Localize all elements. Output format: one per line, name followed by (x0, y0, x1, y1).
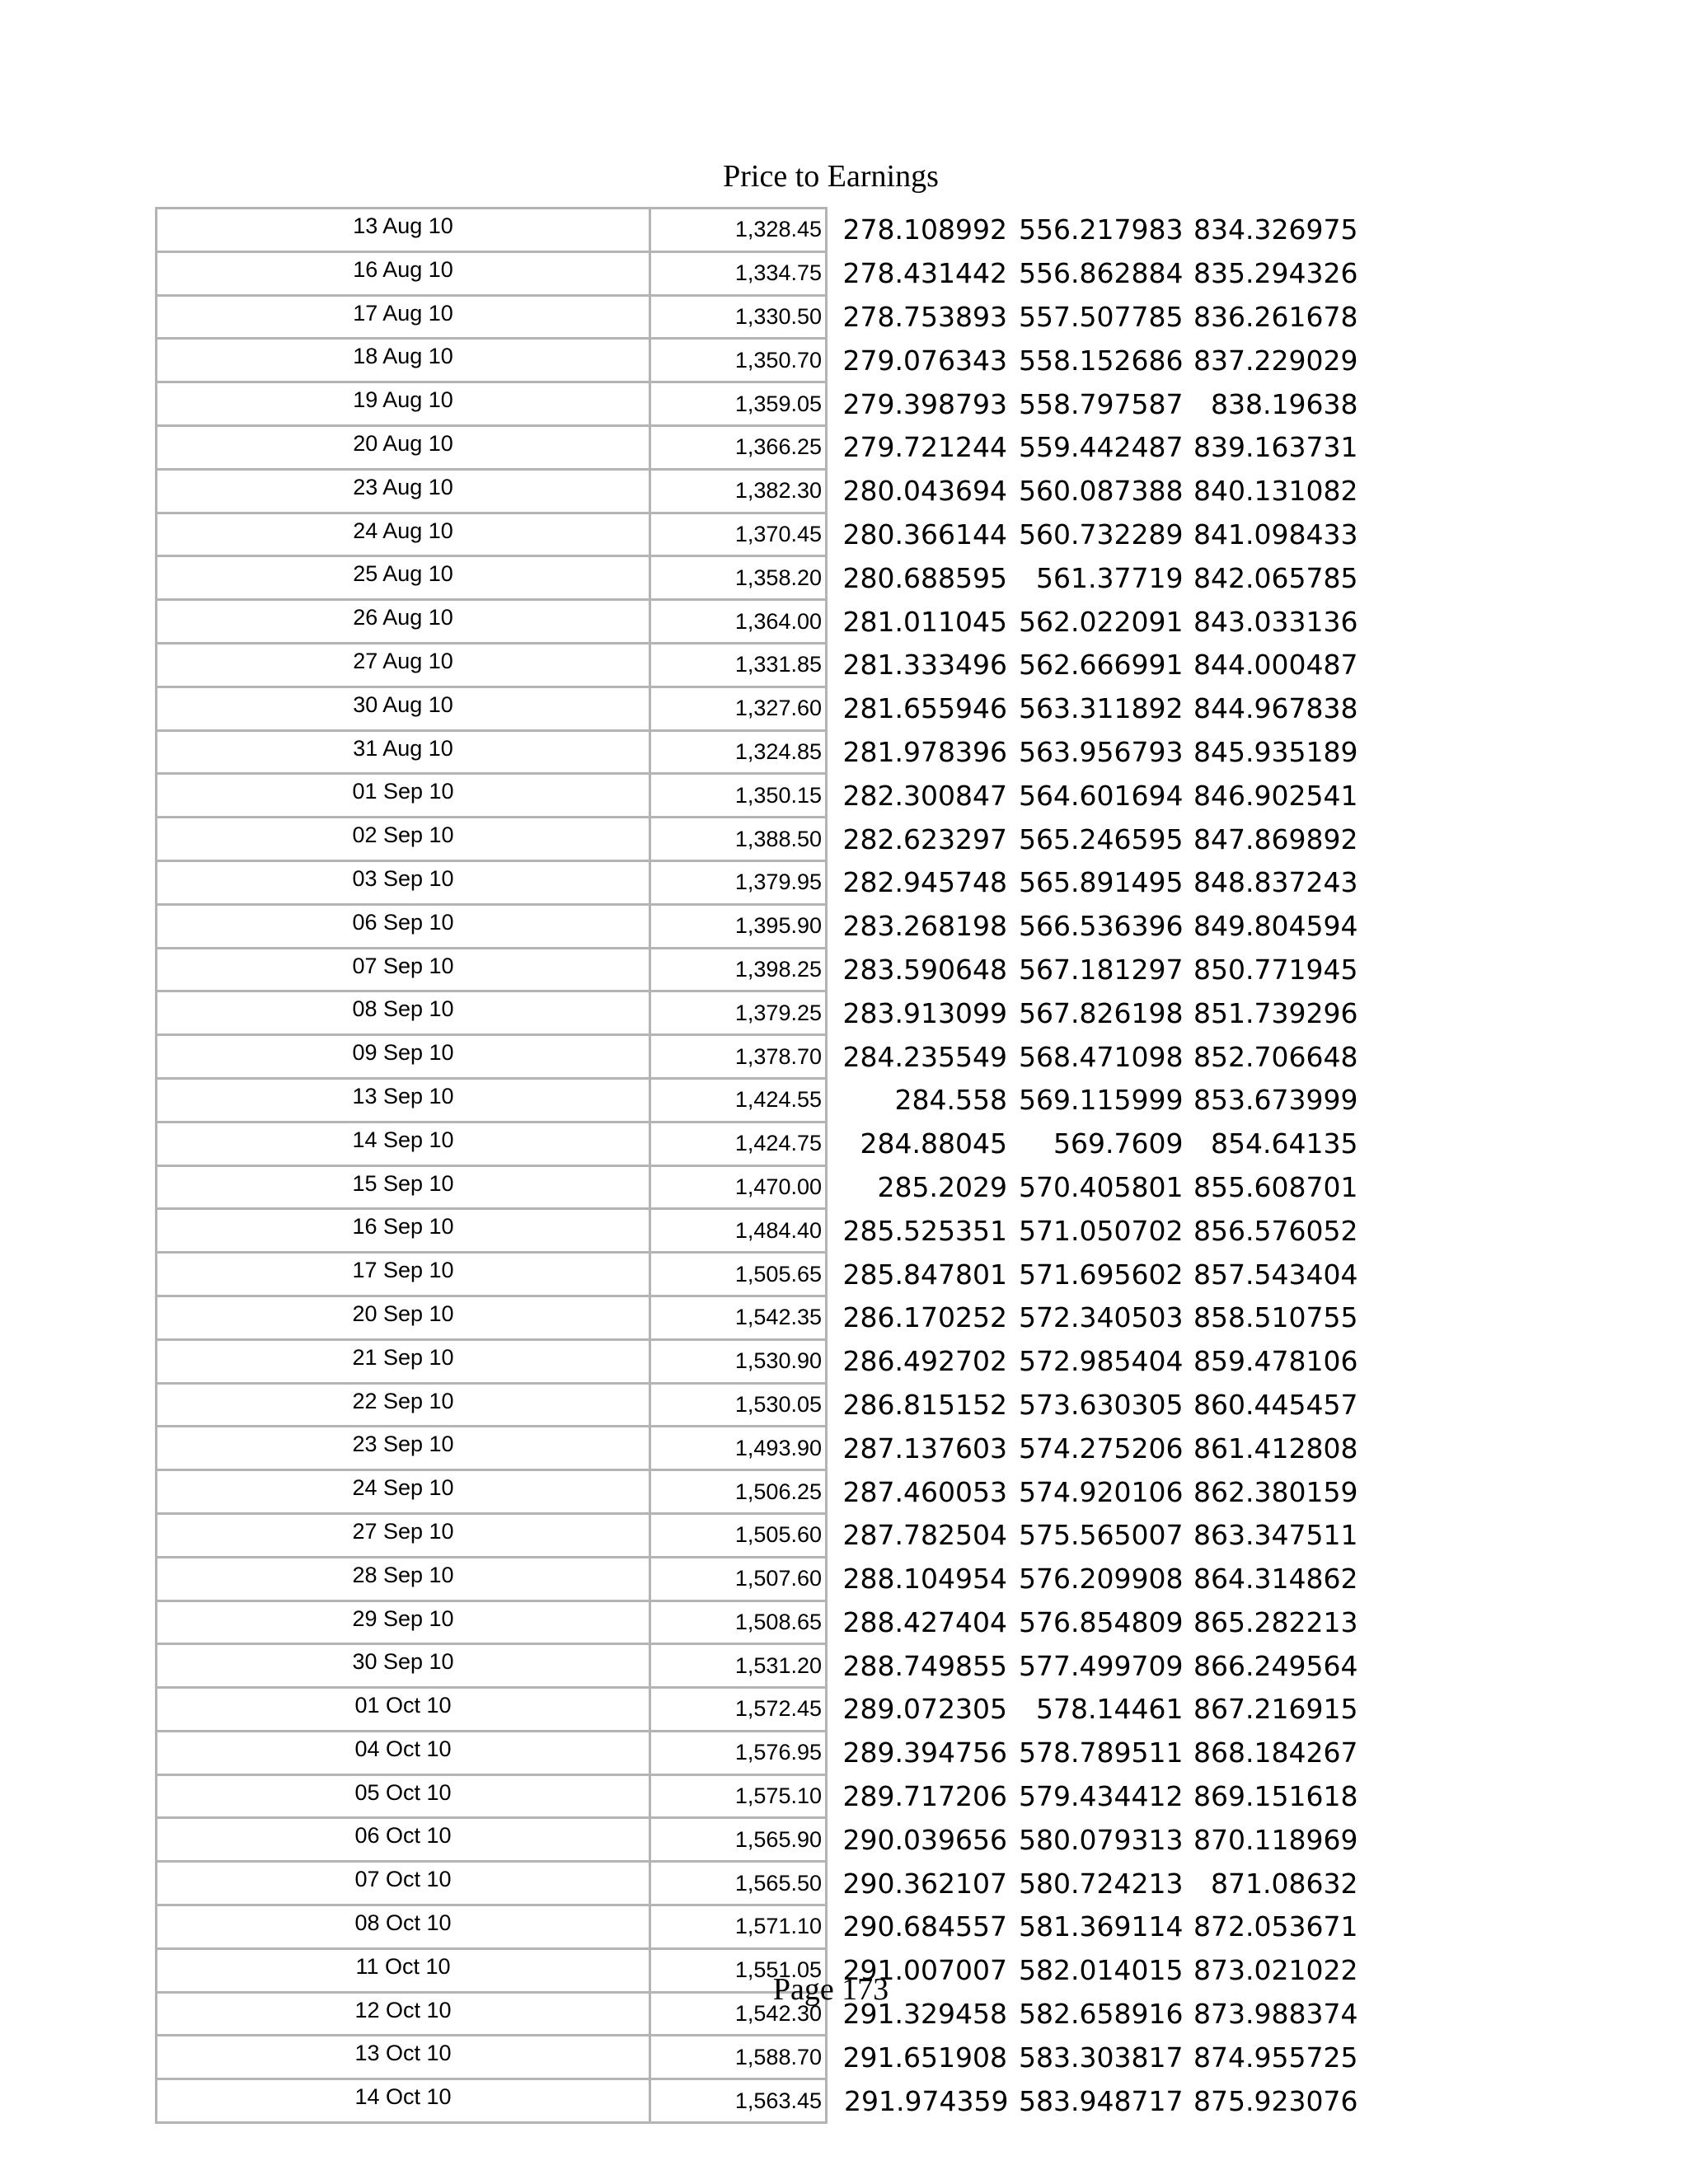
value-cell-3: 857.543404 (1193, 1258, 1358, 1291)
date-cell: 05 Oct 10 (157, 1774, 650, 1818)
value-cell-1: 286.170252 (842, 1301, 1007, 1334)
value-cell-3: 847.869892 (1193, 823, 1358, 855)
value-cell-1: 284.235549 (842, 1040, 1007, 1073)
value-cell-2: 557.507785 (1019, 300, 1184, 333)
close-cell: 1,424.55 (650, 1078, 827, 1122)
value-cell-3: 871.08632 (1211, 1867, 1358, 1900)
value-cell-1: 285.2029 (877, 1170, 1007, 1203)
date-cell: 13 Sep 10 (157, 1078, 650, 1122)
value-cell-2: 572.985404 (1019, 1345, 1184, 1378)
close-cell: 1,334.75 (650, 251, 827, 295)
date-cell: 20 Aug 10 (157, 425, 650, 469)
close-cell: 1,388.50 (650, 818, 827, 861)
value-cell-1: 290.039656 (842, 1823, 1007, 1856)
value-cell-1: 289.072305 (842, 1693, 1007, 1726)
value-cell-2: 569.115999 (1019, 1084, 1184, 1117)
date-cell: 28 Sep 10 (157, 1557, 650, 1601)
close-cell: 1,551.05 (650, 1948, 827, 1992)
date-cell: 19 Aug 10 (157, 382, 650, 426)
date-cell: 20 Sep 10 (157, 1296, 650, 1339)
value-cell-2: 563.956793 (1019, 735, 1184, 768)
table-row (157, 643, 1358, 687)
close-cell: 1,576.95 (650, 1731, 827, 1774)
date-cell: 22 Sep 10 (157, 1383, 650, 1427)
value-cell-2: 581.369114 (1019, 1910, 1184, 1943)
value-cell-3: 838.19638 (1211, 387, 1358, 420)
value-cell-1: 284.558 (894, 1084, 1007, 1117)
table-row (157, 948, 1358, 991)
value-cell-2: 568.471098 (1019, 1040, 1184, 1073)
value-cell-2: 560.732289 (1019, 518, 1184, 551)
close-cell: 1,572.45 (650, 1688, 827, 1732)
close-cell: 1,395.90 (650, 904, 827, 948)
close-cell: 1,506.25 (650, 1470, 827, 1514)
value-cell-3: 850.771945 (1193, 953, 1358, 986)
value-cell-3: 862.380159 (1193, 1475, 1358, 1508)
value-cell-2: 563.311892 (1019, 692, 1184, 725)
value-cell-3: 861.412808 (1193, 1432, 1358, 1465)
value-cell-2: 580.079313 (1019, 1823, 1184, 1856)
value-cell-3: 839.163731 (1193, 431, 1358, 464)
value-cell-1: 278.753893 (842, 300, 1007, 333)
close-cell: 1,424.75 (650, 1122, 827, 1165)
date-cell: 01 Oct 10 (157, 1688, 650, 1732)
value-cell-1: 289.394756 (842, 1736, 1007, 1769)
value-cell-3: 864.314862 (1193, 1563, 1358, 1596)
table-row (157, 1557, 1358, 1601)
value-cell-2: 578.789511 (1019, 1736, 1184, 1769)
value-cell-3: 835.294326 (1193, 257, 1358, 290)
value-cell-3: 866.249564 (1193, 1649, 1358, 1682)
value-cell-3: 836.261678 (1193, 300, 1358, 333)
value-cell-1: 279.076343 (842, 344, 1007, 377)
value-cell-2: 556.217983 (1019, 213, 1184, 246)
close-cell: 1,508.65 (650, 1601, 827, 1644)
table-row (157, 1513, 1358, 1557)
value-cell-2: 562.022091 (1019, 605, 1184, 638)
value-cell-2: 559.442487 (1019, 431, 1184, 464)
value-cell-1: 290.362107 (842, 1867, 1007, 1900)
value-cell-1: 291.007007 (842, 1954, 1007, 1987)
date-cell: 25 Aug 10 (157, 556, 650, 600)
date-cell: 07 Oct 10 (157, 1862, 650, 1905)
close-cell: 1,359.05 (650, 382, 827, 426)
date-cell: 16 Aug 10 (157, 251, 650, 295)
date-cell: 13 Oct 10 (157, 2036, 650, 2079)
value-cell-2: 576.209908 (1019, 1563, 1184, 1596)
table-row (157, 687, 1358, 730)
close-cell: 1,493.90 (650, 1427, 827, 1470)
value-cell-2: 583.303817 (1019, 2041, 1184, 2074)
close-cell: 1,470.00 (650, 1165, 827, 1209)
value-cell-1: 280.043694 (842, 475, 1007, 508)
date-cell: 26 Aug 10 (157, 600, 650, 644)
date-cell: 24 Aug 10 (157, 513, 650, 556)
table-row (157, 251, 1358, 295)
date-cell: 23 Sep 10 (157, 1427, 650, 1470)
table-row (157, 2079, 1358, 2123)
value-cell-3: 851.739296 (1193, 996, 1358, 1029)
date-cell: 06 Oct 10 (157, 1818, 650, 1862)
close-cell: 1,398.25 (650, 948, 827, 991)
table-row (157, 730, 1358, 774)
value-cell-2: 570.405801 (1019, 1170, 1184, 1203)
value-cell-1: 279.721244 (842, 431, 1007, 464)
value-cell-3: 841.098433 (1193, 518, 1358, 551)
close-cell: 1,382.30 (650, 469, 827, 513)
table-row (157, 1731, 1358, 1774)
value-cell-3: 865.282213 (1193, 1605, 1358, 1638)
close-cell: 1,530.05 (650, 1383, 827, 1427)
value-cell-1: 284.88045 (860, 1127, 1007, 1160)
date-cell: 27 Sep 10 (157, 1513, 650, 1557)
close-cell: 1,542.35 (650, 1296, 827, 1339)
pe-table-body (157, 209, 1358, 2123)
table-row (157, 991, 1358, 1035)
value-cell-2: 567.181297 (1019, 953, 1184, 986)
table-row (157, 1035, 1358, 1079)
value-cell-1: 290.684557 (842, 1910, 1007, 1943)
page-number: Page 173 (772, 1972, 889, 2007)
value-cell-2: 558.797587 (1019, 387, 1184, 420)
table-row (157, 1601, 1358, 1644)
value-cell-3: 852.706648 (1193, 1040, 1358, 1073)
close-cell: 1,505.60 (650, 1513, 827, 1557)
value-cell-1: 288.427404 (842, 1605, 1007, 1638)
value-cell-3: 853.673999 (1193, 1084, 1358, 1117)
date-cell: 24 Sep 10 (157, 1470, 650, 1514)
date-cell: 09 Sep 10 (157, 1035, 650, 1079)
value-cell-3: 863.347511 (1193, 1519, 1358, 1552)
value-cell-3: 840.131082 (1193, 475, 1358, 508)
value-cell-1: 278.431442 (842, 257, 1007, 290)
value-cell-3: 856.576052 (1193, 1214, 1358, 1247)
table-row (157, 1905, 1358, 1949)
value-cell-2: 565.246595 (1019, 823, 1184, 855)
close-cell: 1,565.90 (650, 1818, 827, 1862)
value-cell-3: 875.923076 (1193, 2084, 1358, 2117)
value-cell-2: 558.152686 (1019, 344, 1184, 377)
value-cell-3: 855.608701 (1193, 1170, 1358, 1203)
value-cell-2: 556.862884 (1019, 257, 1184, 290)
value-cell-2: 574.920106 (1019, 1475, 1184, 1508)
value-cell-1: 289.717206 (842, 1780, 1007, 1813)
pe-table (155, 207, 1359, 2124)
table-row (157, 774, 1358, 818)
table-row (157, 1862, 1358, 1905)
date-cell: 04 Oct 10 (157, 1731, 650, 1774)
close-cell: 1,505.65 (650, 1253, 827, 1296)
date-cell: 11 Oct 10 (157, 1948, 650, 1992)
close-cell: 1,366.25 (650, 425, 827, 469)
value-cell-2: 561.37719 (1036, 561, 1184, 594)
value-cell-1: 288.749855 (842, 1649, 1007, 1682)
value-cell-3: 843.033136 (1193, 605, 1358, 638)
table-row (157, 1209, 1358, 1253)
value-cell-3: 870.118969 (1193, 1823, 1358, 1856)
close-cell: 1,327.60 (650, 687, 827, 730)
value-cell-2: 569.7609 (1053, 1127, 1184, 1160)
value-cell-3: 834.326975 (1193, 213, 1358, 246)
table-row (157, 1122, 1358, 1165)
close-cell: 1,588.70 (650, 2036, 827, 2079)
table-row (157, 904, 1358, 948)
close-cell: 1,379.95 (650, 860, 827, 904)
value-cell-3: 869.151618 (1193, 1780, 1358, 1813)
date-cell: 13 Aug 10 (157, 209, 650, 252)
value-cell-1: 291.329458 (842, 1998, 1007, 2031)
value-cell-1: 287.782504 (842, 1519, 1007, 1552)
value-cell-1: 285.847801 (842, 1258, 1007, 1291)
value-cell-3: 872.053671 (1193, 1910, 1358, 1943)
date-cell: 27 Aug 10 (157, 643, 650, 687)
table-row (157, 382, 1358, 426)
value-cell-2: 577.499709 (1019, 1649, 1184, 1682)
table-row (157, 1339, 1358, 1383)
close-cell: 1,542.30 (650, 1992, 827, 2036)
value-cell-2: 576.854809 (1019, 1605, 1184, 1638)
value-cell-3: 859.478106 (1193, 1345, 1358, 1378)
value-cell-1: 283.268198 (842, 910, 1007, 943)
value-cell-2: 582.658916 (1019, 1998, 1184, 2031)
value-cell-1: 287.137603 (842, 1432, 1007, 1465)
close-cell: 1,379.25 (650, 991, 827, 1035)
table-row (157, 1818, 1358, 1862)
value-cell-1: 288.104954 (842, 1563, 1007, 1596)
close-cell: 1,350.15 (650, 774, 827, 818)
table-row (157, 860, 1358, 904)
close-cell: 1,530.90 (650, 1339, 827, 1383)
value-cell-3: 868.184267 (1193, 1736, 1358, 1769)
value-cell-1: 283.913099 (842, 996, 1007, 1029)
table-row (157, 1253, 1358, 1296)
table-row (157, 469, 1358, 513)
value-cell-3: 845.935189 (1193, 735, 1358, 768)
value-cell-3: 848.837243 (1193, 866, 1358, 899)
table-row (157, 1644, 1358, 1688)
close-cell: 1,324.85 (650, 730, 827, 774)
table-row (157, 1688, 1358, 1732)
date-cell: 08 Oct 10 (157, 1905, 650, 1949)
date-cell: 03 Sep 10 (157, 860, 650, 904)
value-cell-2: 560.087388 (1019, 475, 1184, 508)
value-cell-3: 842.065785 (1193, 561, 1358, 594)
close-cell: 1,565.50 (650, 1862, 827, 1905)
close-cell: 1,378.70 (650, 1035, 827, 1079)
date-cell: 07 Sep 10 (157, 948, 650, 991)
value-cell-3: 873.021022 (1193, 1954, 1358, 1987)
value-cell-1: 291.651908 (842, 2041, 1007, 2074)
date-cell: 08 Sep 10 (157, 991, 650, 1035)
value-cell-1: 282.945748 (842, 866, 1007, 899)
value-cell-3: 846.902541 (1193, 779, 1358, 812)
value-cell-1: 280.688595 (842, 561, 1007, 594)
date-cell: 06 Sep 10 (157, 904, 650, 948)
value-cell-2: 562.666991 (1019, 649, 1184, 682)
table-row (157, 1296, 1358, 1339)
value-cell-1: 281.978396 (842, 735, 1007, 768)
date-cell: 16 Sep 10 (157, 1209, 650, 1253)
value-cell-2: 579.434412 (1019, 1780, 1184, 1813)
value-cell-3: 844.000487 (1193, 649, 1358, 682)
date-cell: 31 Aug 10 (157, 730, 650, 774)
close-cell: 1,575.10 (650, 1774, 827, 1818)
close-cell: 1,331.85 (650, 643, 827, 687)
date-cell: 30 Aug 10 (157, 687, 650, 730)
close-cell: 1,507.60 (650, 1557, 827, 1601)
date-cell: 12 Oct 10 (157, 1992, 650, 2036)
value-cell-3: 849.804594 (1193, 910, 1358, 943)
value-cell-3: 873.988374 (1193, 1998, 1358, 2031)
value-cell-2: 571.695602 (1019, 1258, 1184, 1291)
table-row (157, 818, 1358, 861)
table-row (157, 1774, 1358, 1818)
value-cell-1: 287.460053 (842, 1475, 1007, 1508)
value-cell-2: 567.826198 (1019, 996, 1184, 1029)
close-cell: 1,531.20 (650, 1644, 827, 1688)
date-cell: 21 Sep 10 (157, 1339, 650, 1383)
value-cell-2: 566.536396 (1019, 910, 1184, 943)
value-cell-3: 858.510755 (1193, 1301, 1358, 1334)
value-cell-2: 575.565007 (1019, 1519, 1184, 1552)
date-cell: 14 Oct 10 (157, 2079, 650, 2123)
value-cell-1: 280.366144 (842, 518, 1007, 551)
date-cell: 15 Sep 10 (157, 1165, 650, 1209)
date-cell: 17 Aug 10 (157, 295, 650, 339)
date-cell: 30 Sep 10 (157, 1644, 650, 1688)
date-cell: 17 Sep 10 (157, 1253, 650, 1296)
table-row (157, 1078, 1358, 1122)
value-cell-2: 580.724213 (1019, 1867, 1184, 1900)
table-row (157, 1427, 1358, 1470)
close-cell: 1,484.40 (650, 1209, 827, 1253)
value-cell-3: 867.216915 (1193, 1693, 1358, 1726)
value-cell-2: 578.14461 (1036, 1693, 1184, 1726)
close-cell: 1,563.45 (650, 2079, 827, 2123)
table-row (157, 425, 1358, 469)
date-cell: 14 Sep 10 (157, 1122, 650, 1165)
close-cell: 1,328.45 (650, 209, 827, 252)
table-row (157, 513, 1358, 556)
table-row (157, 600, 1358, 644)
value-cell-1: 286.815152 (842, 1388, 1007, 1421)
value-cell-3: 837.229029 (1193, 344, 1358, 377)
close-cell: 1,330.50 (650, 295, 827, 339)
value-cell-3: 844.967838 (1193, 692, 1358, 725)
value-cell-1: 283.590648 (842, 953, 1007, 986)
table-row (157, 2036, 1358, 2079)
close-cell: 1,358.20 (650, 556, 827, 600)
value-cell-3: 874.955725 (1193, 2041, 1358, 2074)
value-cell-1: 286.492702 (842, 1345, 1007, 1378)
value-cell-2: 573.630305 (1019, 1388, 1184, 1421)
value-cell-2: 583.948717 (1019, 2084, 1184, 2117)
value-cell-2: 564.601694 (1019, 779, 1184, 812)
table-row (157, 1383, 1358, 1427)
close-cell: 1,350.70 (650, 339, 827, 382)
table-row (157, 1165, 1358, 1209)
value-cell-1: 281.655946 (842, 692, 1007, 725)
value-cell-1: 281.333496 (842, 649, 1007, 682)
close-cell: 1,370.45 (650, 513, 827, 556)
page-title: Price to Earnings (723, 159, 939, 194)
date-cell: 29 Sep 10 (157, 1601, 650, 1644)
table-row (157, 339, 1358, 382)
value-cell-2: 572.340503 (1019, 1301, 1184, 1334)
value-cell-1: 285.525351 (842, 1214, 1007, 1247)
value-cell-1: 281.011045 (842, 605, 1007, 638)
value-cell-1: 282.300847 (842, 779, 1007, 812)
date-cell: 23 Aug 10 (157, 469, 650, 513)
value-cell-3: 860.445457 (1193, 1388, 1358, 1421)
value-cell-3: 854.64135 (1211, 1127, 1358, 1160)
date-cell: 01 Sep 10 (157, 774, 650, 818)
value-cell-1: 279.398793 (842, 387, 1007, 420)
value-cell-2: 565.891495 (1019, 866, 1184, 899)
close-cell: 1,364.00 (650, 600, 827, 644)
value-cell-1: 291.974359 (844, 2084, 1009, 2117)
value-cell-1: 278.108992 (842, 213, 1007, 246)
table-row (157, 295, 1358, 339)
table-row (157, 209, 1358, 252)
date-cell: 18 Aug 10 (157, 339, 650, 382)
table-row (157, 1470, 1358, 1514)
value-cell-2: 582.014015 (1019, 1954, 1184, 1987)
close-cell: 1,571.10 (650, 1905, 827, 1949)
value-cell-2: 571.050702 (1019, 1214, 1184, 1247)
table-row (157, 556, 1358, 600)
value-cell-1: 282.623297 (842, 823, 1007, 855)
date-cell: 02 Sep 10 (157, 818, 650, 861)
value-cell-2: 574.275206 (1019, 1432, 1184, 1465)
